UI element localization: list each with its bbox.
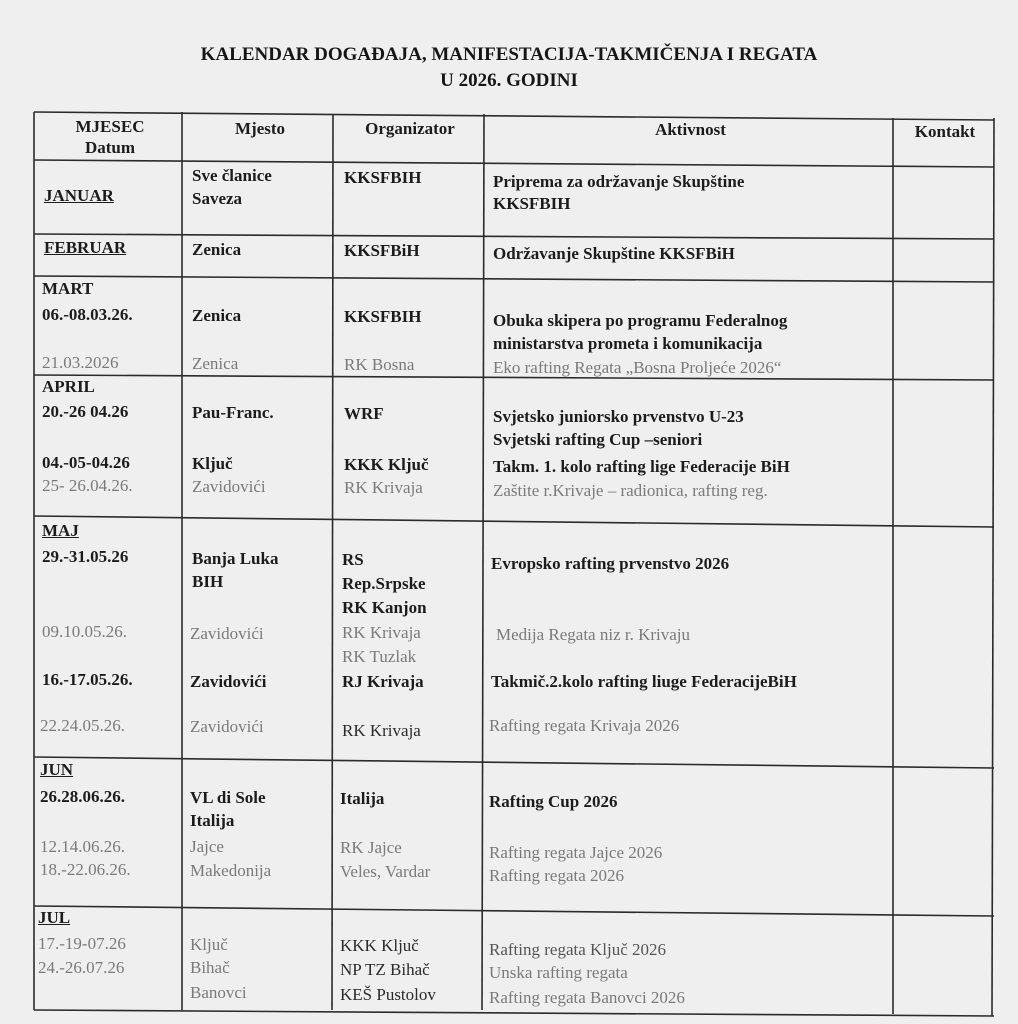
may1-place-line1: Banja Luka bbox=[192, 549, 279, 568]
jun1-activity: Rafting Cup 2026 bbox=[489, 792, 618, 811]
apr1-date: 20.-26 04.26 bbox=[42, 402, 129, 421]
may3-place: Zavidovići bbox=[190, 672, 267, 691]
apr3-activity: Zaštite r.Krivaje – radionica, rafting reg. bbox=[493, 481, 768, 500]
header-contact: Kontakt bbox=[914, 122, 976, 141]
jun1-date: 26.28.06.26. bbox=[40, 787, 125, 806]
mar2-date: 21.03.2026 bbox=[42, 353, 119, 372]
may2-place: Zavidovići bbox=[190, 624, 264, 643]
jul1-place: Ključ bbox=[190, 935, 228, 954]
may1-organizer-line2: Rep.Srpske bbox=[342, 574, 426, 593]
mar1-place: Zenica bbox=[192, 306, 242, 325]
jul2-organizer: NP TZ Bihač bbox=[340, 960, 430, 979]
jul2-activity: Unska rafting regata bbox=[489, 963, 628, 982]
jun2-date: 12.14.06.26. bbox=[40, 837, 125, 856]
jun1-organizer: Italija bbox=[340, 789, 385, 808]
may3-date: 16.-17.05.26. bbox=[42, 670, 133, 689]
header-activity: Aktivnost bbox=[655, 120, 726, 139]
month-june: JUN bbox=[40, 760, 74, 779]
apr2-organizer: KKK Ključ bbox=[344, 455, 429, 474]
jun1-place-line1: VL di Sole bbox=[190, 788, 266, 807]
document-title-line2: U 2026. GODINI bbox=[440, 70, 578, 91]
jun3-organizer: Veles, Vardar bbox=[340, 862, 431, 881]
document-title-line1: KALENDAR DOGAĐAJA, MANIFESTACIJA-TAKMIČENJA I REGATA bbox=[200, 44, 818, 65]
apr3-date: 25- 26.04.26. bbox=[42, 476, 133, 495]
jul3-activity: Rafting regata Banovci 2026 bbox=[489, 988, 685, 1007]
header-month bbox=[40, 116, 180, 158]
may4-organizer: RK Krivaja bbox=[342, 721, 421, 740]
month-march: MART bbox=[42, 279, 94, 298]
jul2-place: Bihač bbox=[190, 958, 230, 977]
jun1-place-line2: Italija bbox=[190, 811, 235, 830]
apr1-activity-line1: Svjetsko juniorsko prvenstvo U-23 bbox=[493, 407, 744, 426]
may1-organizer-line1: RS bbox=[342, 550, 364, 569]
mar2-activity: Eko rafting Regata „Bosna Proljeće 2026“ bbox=[493, 358, 782, 377]
jan-activity-line2: KKSFBIH bbox=[493, 194, 571, 213]
jul2-date: 24.-26.07.26 bbox=[38, 958, 125, 977]
may4-activity: Rafting regata Krivaja 2026 bbox=[489, 716, 680, 735]
mar2-organizer: RK Bosna bbox=[344, 355, 415, 374]
mar2-place: Zenica bbox=[192, 354, 239, 373]
may2-date: 09.10.05.26. bbox=[42, 622, 127, 641]
may2-activity: Medija Regata niz r. Krivaju bbox=[496, 625, 691, 644]
apr1-organizer: WRF bbox=[344, 404, 384, 423]
may2-organizer-line1: RK Krivaja bbox=[342, 623, 421, 642]
may1-date: 29.-31.05.26 bbox=[42, 547, 129, 566]
feb-place: Zenica bbox=[192, 240, 242, 259]
jul1-organizer: KKK Ključ bbox=[340, 936, 419, 955]
apr2-place: Ključ bbox=[192, 454, 233, 473]
month-july: JUL bbox=[38, 908, 71, 927]
month-february: FEBRUAR bbox=[44, 238, 127, 257]
jul3-place: Banovci bbox=[190, 983, 247, 1002]
month-january: JANUAR bbox=[44, 186, 114, 205]
jun2-place: Jajce bbox=[190, 837, 224, 856]
may4-place: Zavidovići bbox=[190, 717, 264, 736]
mar1-date: 06.-08.03.26. bbox=[42, 305, 133, 324]
apr2-activity: Takm. 1. kolo rafting lige Federacije BiH bbox=[493, 457, 790, 476]
mar1-activity-line2: ministarstva prometa i komunikacija bbox=[493, 334, 763, 353]
jun2-organizer: RK Jajce bbox=[340, 838, 402, 857]
jun3-place: Makedonija bbox=[190, 861, 272, 880]
jan-place-line1: Sve članice bbox=[192, 166, 272, 185]
may3-organizer: RJ Krivaja bbox=[342, 672, 424, 691]
apr3-organizer: RK Krivaja bbox=[344, 478, 423, 497]
month-april: APRIL bbox=[42, 377, 95, 396]
may1-activity: Evropsko rafting prvenstvo 2026 bbox=[491, 554, 730, 573]
jan-activity-line1: Priprema za održavanje Skupštine bbox=[493, 172, 745, 191]
jun3-date: 18.-22.06.26. bbox=[40, 860, 131, 879]
jul1-activity: Rafting regata Ključ 2026 bbox=[489, 940, 667, 959]
may4-date: 22.24.05.26. bbox=[40, 716, 125, 735]
jun3-activity: Rafting regata 2026 bbox=[489, 866, 625, 885]
feb-organizer: KKSFBiH bbox=[344, 241, 420, 260]
feb-activity: Održavanje Skupštine KKSFBiH bbox=[493, 244, 735, 263]
header-month-label: MJESEC bbox=[75, 117, 145, 136]
jan-organizer: KKSFBIH bbox=[344, 168, 422, 187]
mar1-organizer: KKSFBIH bbox=[344, 307, 422, 326]
jul1-date: 17.-19-07.26 bbox=[38, 934, 126, 953]
apr1-activity-line2: Svjetski rafting Cup –seniori bbox=[493, 430, 703, 449]
jan-place-line2: Saveza bbox=[192, 189, 243, 208]
may3-activity: Takmič.2.kolo rafting liuge FederacijeBiH bbox=[491, 672, 797, 691]
may1-organizer-line3: RK Kanjon bbox=[342, 598, 427, 617]
apr3-place: Zavidovići bbox=[192, 477, 266, 496]
mar1-activity-line1: Obuka skipera po programu Federalnog bbox=[493, 311, 788, 330]
may2-organizer-line2: RK Tuzlak bbox=[342, 647, 417, 666]
header-place: Mjesto bbox=[234, 119, 286, 138]
header-date-label: Datum bbox=[84, 138, 136, 157]
apr2-date: 04.-05-04.26 bbox=[42, 453, 130, 472]
jun2-activity: Rafting regata Jajce 2026 bbox=[489, 843, 663, 862]
month-may: MAJ bbox=[42, 521, 79, 540]
apr1-place: Pau-Franc. bbox=[192, 403, 274, 422]
header-organizer: Organizator bbox=[365, 119, 455, 138]
jul3-organizer: KEŠ Pustolov bbox=[340, 985, 436, 1004]
may1-place-line2: BIH bbox=[192, 572, 224, 591]
